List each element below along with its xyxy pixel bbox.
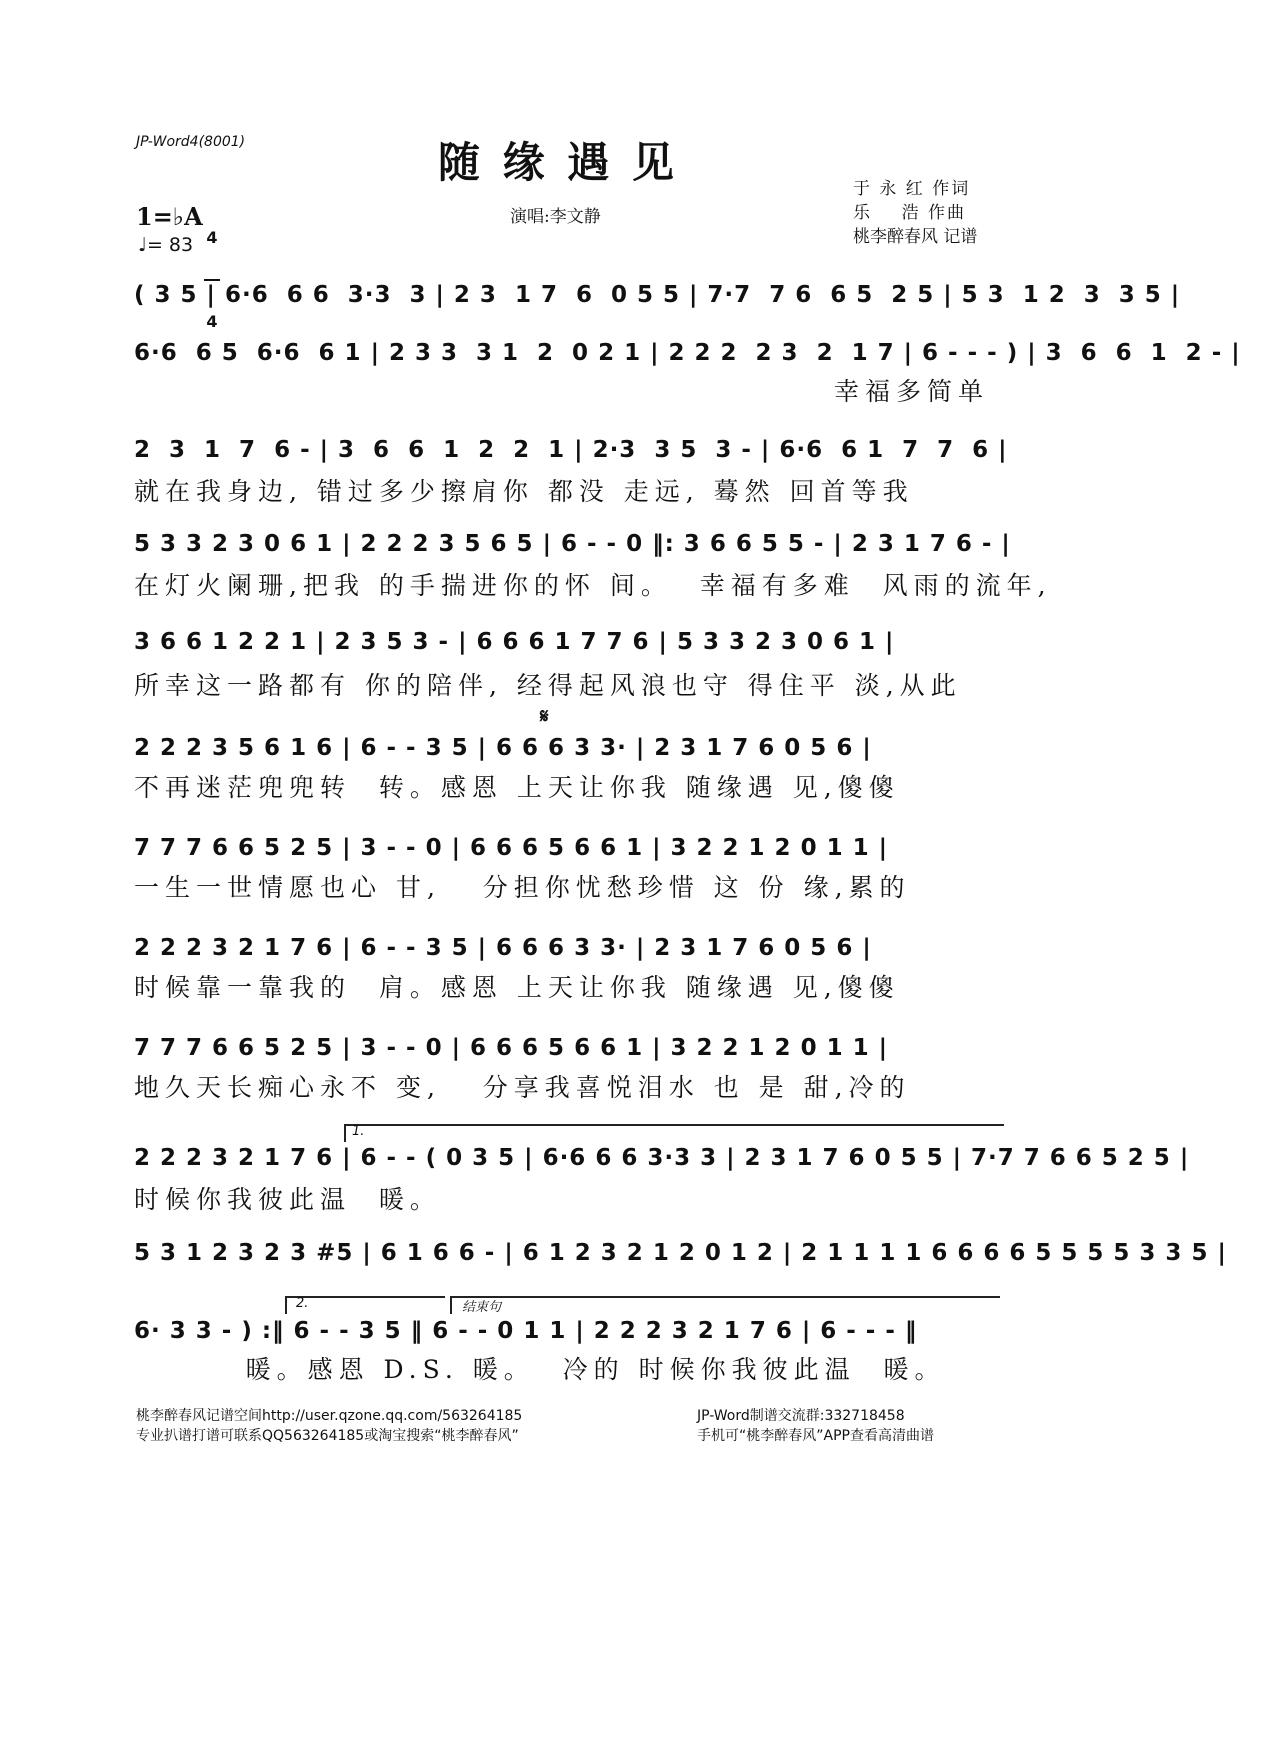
score-row-lyric: 就在我身边, 错过多少擦肩你 都没 走远, 蓦然 回首等我 [134, 477, 914, 506]
score-row-notes: 7 7 7 6 6 5 2 5 | 3 - - 0 | 6 6 6 5 6 6 1 | 3 2 2 1 2 0 1 1 | [134, 835, 888, 861]
score-row-notes: 5 3 1 2 3 2 3 #5 | 6 1 6 6 - | 6 1 2 3 2 1 2 0 1 2 | 2 1 1 1 1 6 6 6 6 5 5 5 5 3 3 5 | [134, 1240, 1227, 1266]
segno-mark: 𝄋 [540, 704, 549, 728]
singer-credit: 演唱:李文静 [510, 207, 601, 227]
lyricist-credit: 于 永 红 作词 [853, 179, 971, 199]
score-row-notes: ( 3 5 | 6·6 6 6 3·3 3 | 2 3 1 7 6 0 5 5 | 7·7 7 6 6 5 2 5 | 5 3 1 2 3 3 5 | [134, 282, 1181, 308]
score-row-notes: 7 7 7 6 6 5 2 5 | 3 - - 0 | 6 6 6 5 6 6 1 | 3 2 2 1 2 0 1 1 | [134, 1035, 888, 1061]
volta2-bracket [285, 1296, 445, 1298]
score-row-lyric: 幸福多简单 [834, 377, 990, 406]
score-row-lyric: 地久天长痴心永不 变, 分享我喜悦泪水 也 是 甜,冷的 [134, 1073, 911, 1102]
transcriber-credit: 桃李醉春风 记谱 [853, 227, 978, 247]
score-row-notes: 2 3 1 7 6 - | 3 6 6 1 2 2 1 | 2·3 3 5 3 - | 6·6 6 1 7 7 6 | [134, 437, 1008, 463]
footer-right-line2: 手机可“桃李醉春风”APP查看高清曲谱 [697, 1428, 934, 1444]
score-row-notes: 2 2 2 3 2 1 7 6 | 6 - - ( 0 3 5 | 6·6 6 6 3·3 3 | 2 3 1 7 6 0 5 5 | 7·7 7 6 6 5 2 5 | [134, 1145, 1190, 1171]
score-row-lyric: 不再迷茫兜兜转 转。感恩 上天让你我 随缘遇 见,傻傻 [134, 773, 900, 802]
volta1-label: 1. [352, 1124, 365, 1139]
footer-left-line1: 桃李醉春风记谱空间http://user.qzone.qq.com/563264185 [136, 1408, 523, 1424]
composer-credit: 乐 浩 作曲 [853, 203, 967, 223]
score-row-notes: 3 6 6 1 2 2 1 | 2 3 5 3 - | 6 6 6 1 7 7 6 | 5 3 3 2 3 0 6 1 | [134, 629, 895, 655]
footer-left-line2: 专业扒谱打谱可联系QQ563264185或淘宝搜索“桃李醉春风” [136, 1428, 519, 1444]
score-row-lyric: 暖。感恩 D.S. 暖。 冷的 时候你我彼此温 暖。 [134, 1355, 946, 1384]
key-signature: 1=♭A [136, 202, 203, 231]
score-row-notes: 2 2 2 3 2 1 7 6 | 6 - - 3 5 | 6 6 6 3 3· | 2 3 1 7 6 0 5 6 | [134, 935, 872, 961]
score-row-lyric: 时候靠一靠我的 肩。感恩 上天让你我 随缘遇 见,傻傻 [134, 973, 900, 1002]
score-row-lyric: 所幸这一路都有 你的陪伴, 经得起风浪也守 得住平 淡,从此 [134, 671, 962, 700]
score-row-lyric: 在灯火阑珊,把我 的手揣进你的怀 间。 幸福有多难 风雨的流年, [134, 571, 1052, 600]
volta2-bracket-edge [285, 1296, 287, 1314]
time-signature-top: 4 [206, 228, 218, 247]
score-row-notes: 6· 3 3 - ) :‖ 6 - - 3 5 ‖ 6 - - 0 1 1 | 2 2 2 3 2 1 7 6 | 6 - - - ‖ [134, 1318, 918, 1344]
footer-right-line1: JP-Word制谱交流群:332718458 [697, 1408, 905, 1424]
tempo-marking: ♩= 83 [138, 234, 194, 256]
score-row-lyric: 时候你我彼此温 暖。 [134, 1185, 441, 1214]
score-row-lyric: 一生一世情愿也心 甘, 分担你忧愁珍惜 这 份 缘,累的 [134, 873, 911, 902]
volta1-bracket [344, 1124, 1004, 1126]
coda-bracket [450, 1296, 1000, 1298]
score-row-notes: 6·6 6 5 6·6 6 1 | 2 3 3 3 1 2 0 2 1 | 2 2 2 2 3 2 1 7 | 6 - - - ) | 3 6 6 1 2 - | [134, 340, 1241, 366]
coda-label: 结束句 [462, 1300, 502, 1315]
coda-bracket-edge [450, 1296, 452, 1314]
score-row-notes: 2 2 2 3 5 6 1 6 | 6 - - 3 5 | 6 6 6 3 3· | 2 3 1 7 6 0 5 6 | [134, 735, 872, 761]
time-signature-bottom: 4 [206, 312, 218, 331]
song-title: 随 缘 遇 见 [438, 138, 678, 187]
software-label: JP-Word4(8001) [136, 134, 246, 150]
volta1-bracket-edge [344, 1124, 346, 1142]
score-row-notes: 5 3 3 2 3 0 6 1 | 2 2 2 3 5 6 5 | 6 - - 0 ‖: 3 6 6 5 5 - | 2 3 1 7 6 - | [134, 531, 1011, 557]
volta2-label: 2. [296, 1296, 309, 1311]
time-signature [204, 198, 220, 346]
